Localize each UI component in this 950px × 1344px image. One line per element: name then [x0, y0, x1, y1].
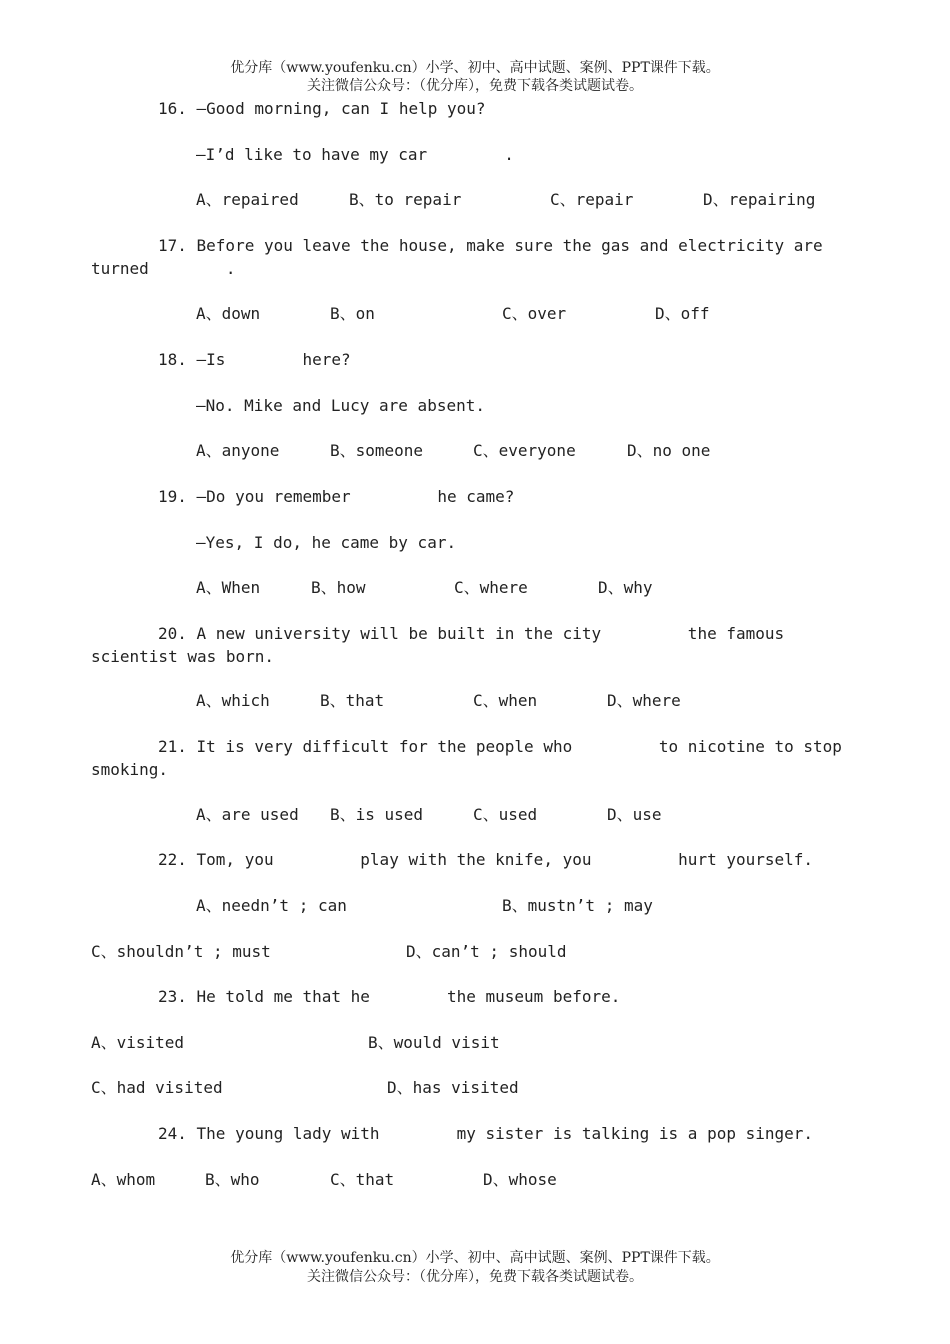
header-line-2: 关注微信公众号：（优分库），免费下载各类试题试卷。 — [307, 78, 643, 94]
question-20-option-c: C、when — [473, 691, 538, 710]
footer-line-2: 关注微信公众号：（优分库），免费下载各类试题试卷。 — [307, 1269, 643, 1285]
question-24-stem: 24. The young lady with my sister is talking is a pop singer. — [158, 1124, 814, 1143]
question-24-option-c: C、that — [330, 1170, 395, 1189]
question-21-option-b: B、is used — [330, 805, 424, 824]
footer-line-1: 优分库（www.youfenku.cn）小学、初中、高中试题、案例、PPT课件下载。 — [230, 1250, 720, 1266]
question-19-stem: 19. —Do you remember he came? — [158, 487, 515, 506]
question-16-stem: 16. —Good morning, can I help you? — [158, 99, 486, 118]
question-21-stem: 21. It is very difficult for the people who to nicotine to stop — [158, 737, 842, 756]
question-17-option-d: D、off — [655, 304, 710, 323]
question-24-option-d: D、whose — [483, 1170, 557, 1189]
question-23-stem: 23. He told me that he the museum before. — [158, 987, 621, 1006]
question-21-option-d: D、use — [607, 805, 662, 824]
question-18-stem: 18. —Is here? — [158, 350, 351, 369]
question-23-option-a: A、visited — [91, 1033, 185, 1052]
question-22-option-c: C、shouldn’t ; must — [91, 942, 271, 961]
question-22-option-d: D、can’t ; should — [406, 942, 567, 961]
question-16-option-b: B、to repair — [349, 190, 462, 209]
question-18-option-a: A、anyone — [196, 441, 280, 460]
question-19-option-c: C、where — [454, 578, 528, 597]
question-19-option-b: B、how — [311, 578, 366, 597]
question-17-stem-continued: turned . — [91, 259, 236, 278]
question-22-option-b: B、mustn’t ; may — [502, 896, 653, 915]
question-24-option-b: B、who — [205, 1170, 260, 1189]
question-21-option-a: A、are used — [196, 805, 299, 824]
question-20-stem-continued: scientist was born. — [91, 647, 275, 666]
question-23-option-d: D、has visited — [387, 1078, 519, 1097]
question-16-reply: —I’d like to have my car . — [196, 145, 514, 164]
question-21-stem-continued: smoking. — [91, 760, 169, 779]
question-24-option-a: A、whom — [91, 1170, 156, 1189]
question-23-option-b: B、would visit — [368, 1033, 500, 1052]
question-22-option-a: A、needn’t ; can — [196, 896, 347, 915]
question-17-option-a: A、down — [196, 304, 261, 323]
question-17-option-c: C、over — [502, 304, 567, 323]
question-18-reply: —No. Mike and Lucy are absent. — [196, 396, 485, 415]
question-20-option-b: B、that — [320, 691, 385, 710]
header-line-1: 优分库（www.youfenku.cn）小学、初中、高中试题、案例、PPT课件下载。 — [230, 60, 720, 76]
question-23-option-c: C、had visited — [91, 1078, 223, 1097]
question-16-option-a: A、repaired — [196, 190, 299, 209]
question-18-option-d: D、no one — [627, 441, 711, 460]
question-20-stem: 20. A new university will be built in the city the famous — [158, 624, 785, 643]
question-22-stem: 22. Tom, you play with the knife, you hurt yourself. — [158, 850, 814, 869]
question-17-option-b: B、on — [330, 304, 375, 323]
question-16-option-c: C、repair — [550, 190, 634, 209]
question-20-option-d: D、where — [607, 691, 681, 710]
question-19-reply: —Yes, I do, he came by car. — [196, 533, 457, 552]
question-19-option-d: D、why — [598, 578, 653, 597]
question-18-option-c: C、everyone — [473, 441, 576, 460]
question-17-stem: 17. Before you leave the house, make sure the gas and electricity are — [158, 236, 823, 255]
question-20-option-a: A、which — [196, 691, 270, 710]
question-16-option-d: D、repairing — [703, 190, 816, 209]
question-21-option-c: C、used — [473, 805, 538, 824]
question-18-option-b: B、someone — [330, 441, 424, 460]
question-19-option-a: A、When — [196, 578, 261, 597]
